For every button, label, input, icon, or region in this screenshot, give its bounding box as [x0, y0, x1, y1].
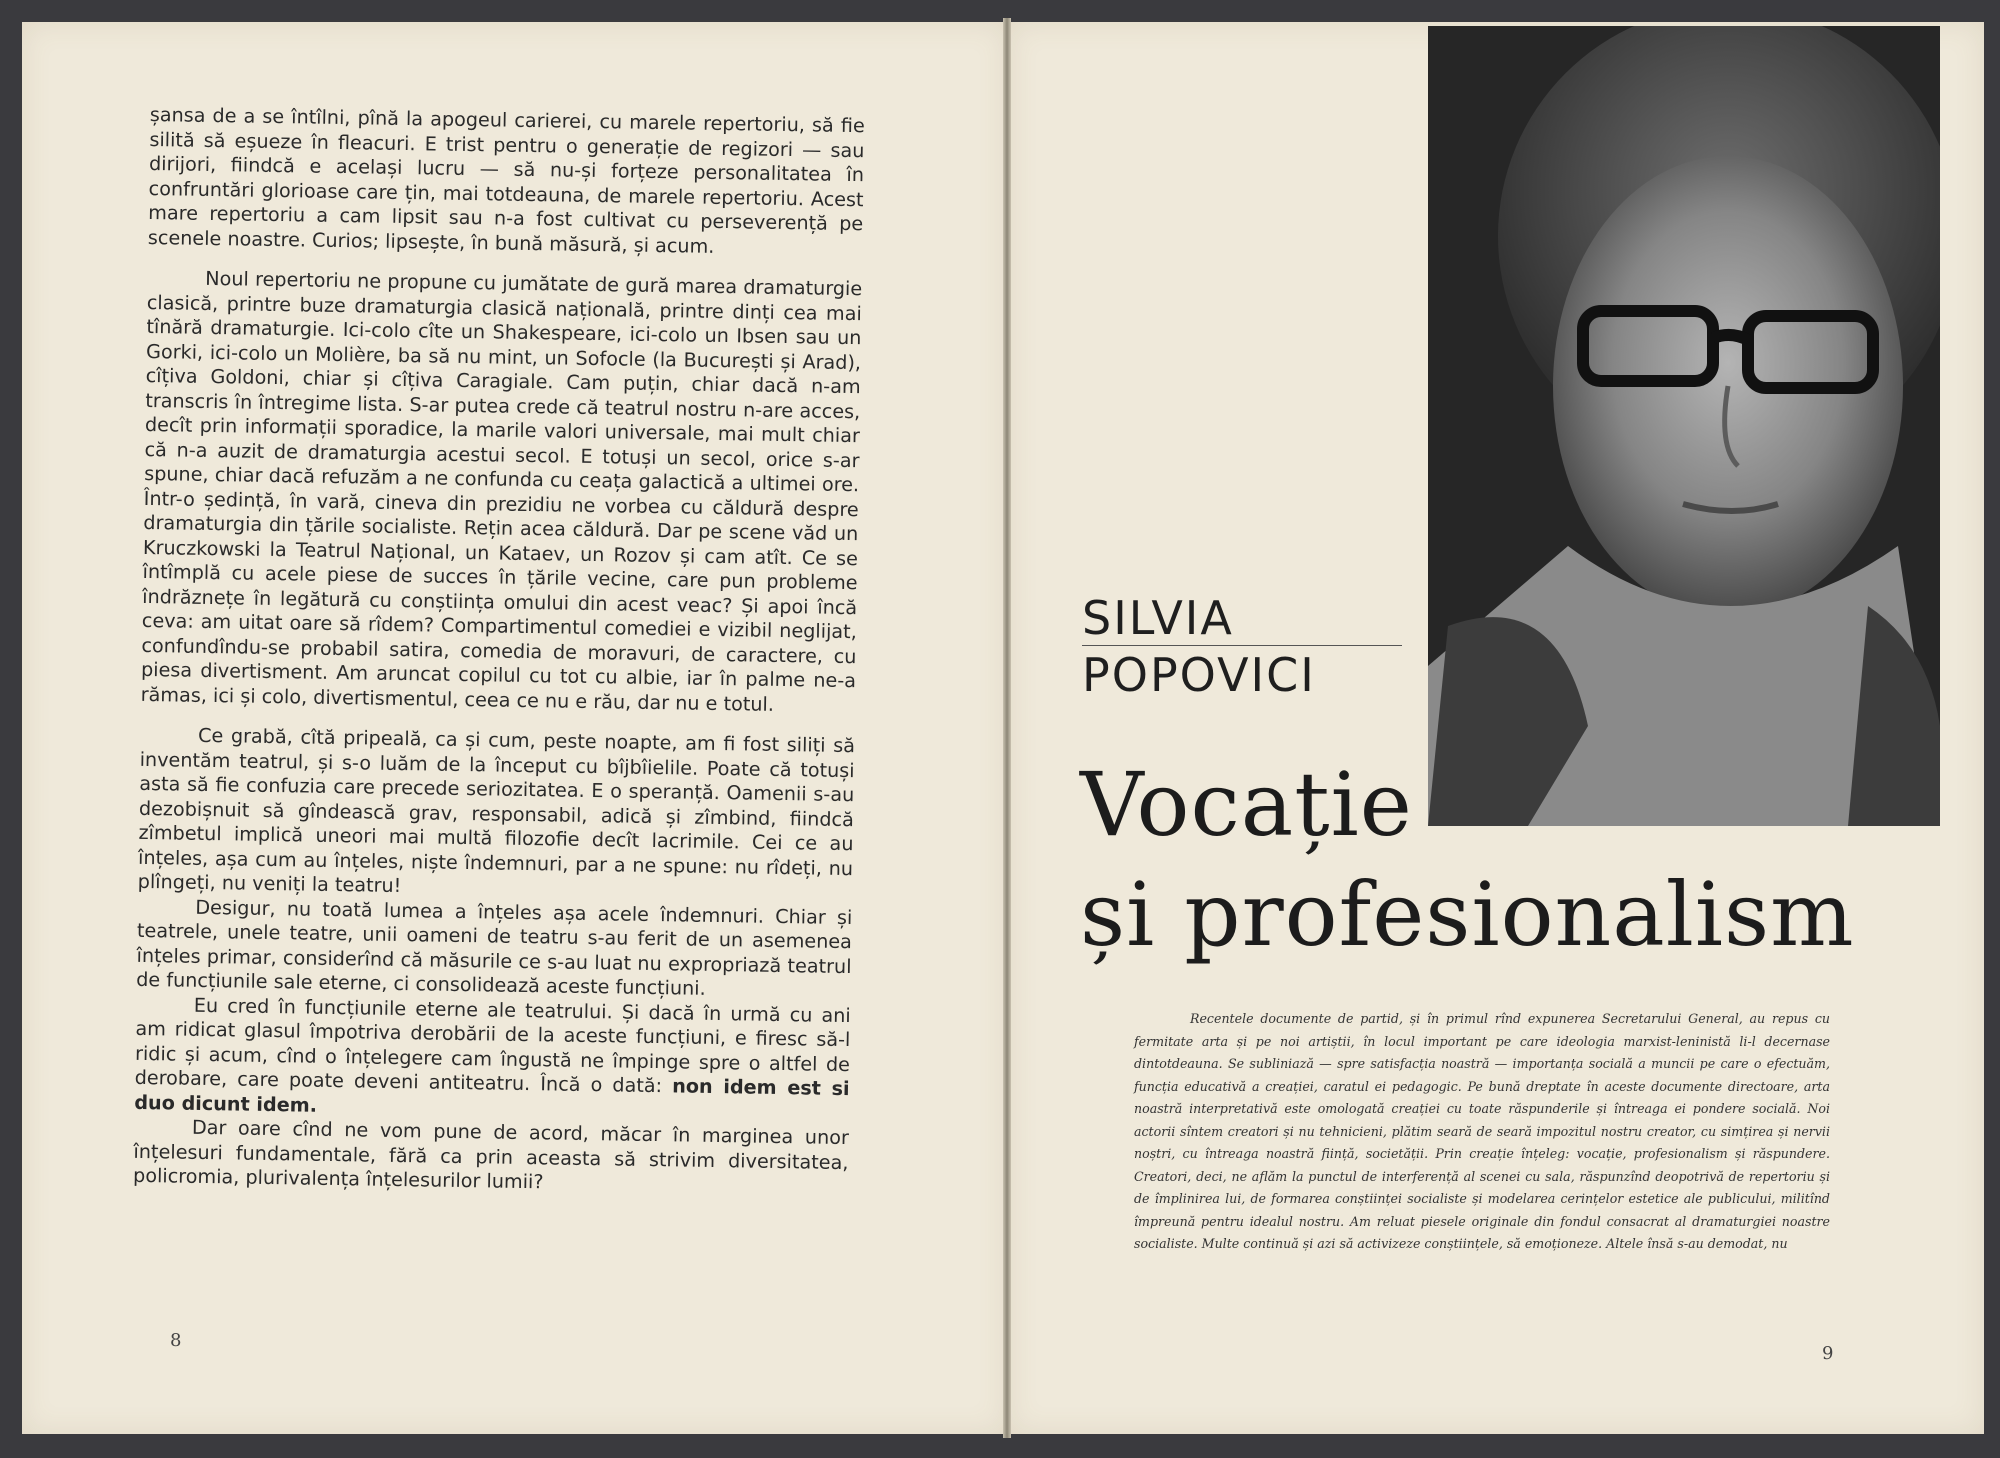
latin-quote: non idem est si duo dicunt idem.: [134, 1074, 850, 1117]
paragraph: Noul repertoriu ne propune cu jumătate de gură marea dramaturgie clasică, printre buze dramaturgia clasică națională, printre dinți cea mai tînără dramaturgie. Ici-colo cîte un Shakespeare, ici-colo un Ibsen sau un Gorki, ici-colo un Molière, ba să nu mint, un Sofocle (la București și Arad), cîțiva Goldoni, chiar și cîțiva Caragiale. Cam puțin, chiar dacă n-am transcris în întregime lista. S-ar putea crede că teatrul nostru n-are acces, decît prin informații sporadice, la marile valori universale, mai mult chiar că n-a auzit de dramaturgia acestui secol. E totuși un secol, orice s-ar spune, chiar dacă refuzăm a ne confunda cu ceața galactică a ultimei ore. Într-o ședință, în vară, cineva din prezidiu ne vorbea cu căldură despre dramaturgia din țările socialiste. Rețin acea căldură. Dar pe scene văd un Kruczkowski la Teatrul Național, un Kataev, un Rozov și cam atît. Ce se întîmplă cu acele piese de succes în țările vecine, care pun probleme îndrăznețe în legătură cu conștiința omului din acest veac? Și apoi încă ceva: am uitat oare să rîdem? Compartimentul comediei e vizibil neglijat, confundîndu-se probabil satira, comedia de moravuri, de caractere, cu piesa divertisment. Am aruncat copilul cu tot cu albie, iar în palme ne-a rămas, ici și colo, divertismentul, ceea ce nu e rău, dar nu e totul.: [140, 266, 863, 716]
article-title-line-1: Vocație: [1080, 753, 1413, 856]
portrait-illustration: [1428, 26, 1940, 826]
author-divider: [1082, 645, 1402, 646]
page-number-left: 8: [170, 1330, 182, 1351]
left-article-text: [133, 103, 865, 1200]
article-intro: Recentele documente de partid, și în primul rînd expunerea Secretarului General, au repus cu fermitate arta și pe noi artiștii, în locul important pe care ideologia marxist-leninistă li-l decernase dintotdeauna. Se subliniază — spre satisfacția noastră — importanța socială a muncii pe care o efectuăm, funcția educativă a creației, caratul ei pedagogic. Pe bună dreptate în aceste documente directoare, arta noastră interpretativă este omologată creației cu toate răspunderile și întreaga ei pondere socială. Noi actorii sîntem creatori și nu tehnicieni, plătim seară de seară impozitul nostru creator, cu simțirea și nervii noștri, cu întreaga noastră ființă, societății. Prin creație înțeleg: vocație, profesionalism și răspundere. Creatori, deci, ne aflăm la punctul de interferență al scenei cu sala, răspunzînd deopotrivă de repertoriu și de împlinirea lui, de formarea conștiinței socialiste și modelarea cerințelor estetice ale publicului, militînd împreună pentru idealul nostru. Am reluat piesele originale din fondul consacrat al dramaturgiei noastre socialiste. Multe continuă și azi să activizeze conștiințele, să emoționeze. Altele însă s-au demodat, nu: [1134, 1011, 1830, 1251]
author-last-name: POPOVICI: [1082, 648, 1316, 702]
paragraph: Ce grabă, cîtă pripeală, ca și cum, peste noapte, am fi fost siliți să inventăm teatrul, și s-o luăm de la început cu bîjbîielile. Poate că totuși asta să fie confuzia care precede seriozitatea. E o speranță. Oamenii s-au dezobișnuit să gîndească grav, responsabil, adică și zîmbind, fiindcă zîmbetul implică uneori mai multă filozofie decît lacrimile. Cei ce au înțeles, așa cum au înțeles, niște îndemnuri, par a ne spune: nu rîdeți, nu plîngeți, nu veniți la teatru!: [137, 723, 856, 898]
paragraph: [134, 992, 851, 1126]
page-number-right: 9: [1822, 1343, 1834, 1364]
author-portrait-photo: [1428, 26, 1940, 826]
paragraph: Dar oare cînd ne vom pune de acord, măcar în marginea unor înțelesuri fundamentale, fără ca prin aceasta să strivim diversitatea, policromia, plurivalența înțelesurilor lumii?: [132, 1115, 850, 1194]
article-title-line-2: și profesionalism: [1080, 863, 1855, 966]
author-first-name: SILVIA: [1082, 591, 1234, 645]
paragraph: șansa de a se întîlni, pînă la apogeul carierei, cu marele repertoriu, să fie silită să eșueze în fleacuri. E trist pentru o generație de regizori — sau dirijori, fiindcă e același lucru — să nu-și forțeze personalitatea în confruntări glorioase care țin, mai totdeauna, de marele repertoriu. Acest mare repertoriu a cam lipsit sau n-a fost cultivat cu perseverență pe scenele noastre. Curios; lipsește, în bună măsură, și acum.: [147, 103, 865, 258]
book-gutter: [1003, 18, 1011, 1438]
paragraph-text: Eu cred în funcțiunile eterne ale teatrului. Și dacă în urmă cu ani am ridicat glasul împotriva derobării de la aceste funcțiuni, e firesc să-l ridic și acum, cînd o înțelegere cam îngustă ne împinge spre o altfel de derobare, care poate deveni antiteatru. Încă o dată:: [134, 993, 851, 1098]
paragraph: Desigur, nu toată lumea a înțeles așa acele îndemnuri. Chiar și teatrele, unele teatre, unii oameni de teatru s-au ferit de un asemenea înțeles primar, considerînd că măsurile ce s-au luat nu expropriază teatrul de funcțiunile sale eterne, ci consolidează aceste funcțiuni.: [136, 895, 853, 1000]
